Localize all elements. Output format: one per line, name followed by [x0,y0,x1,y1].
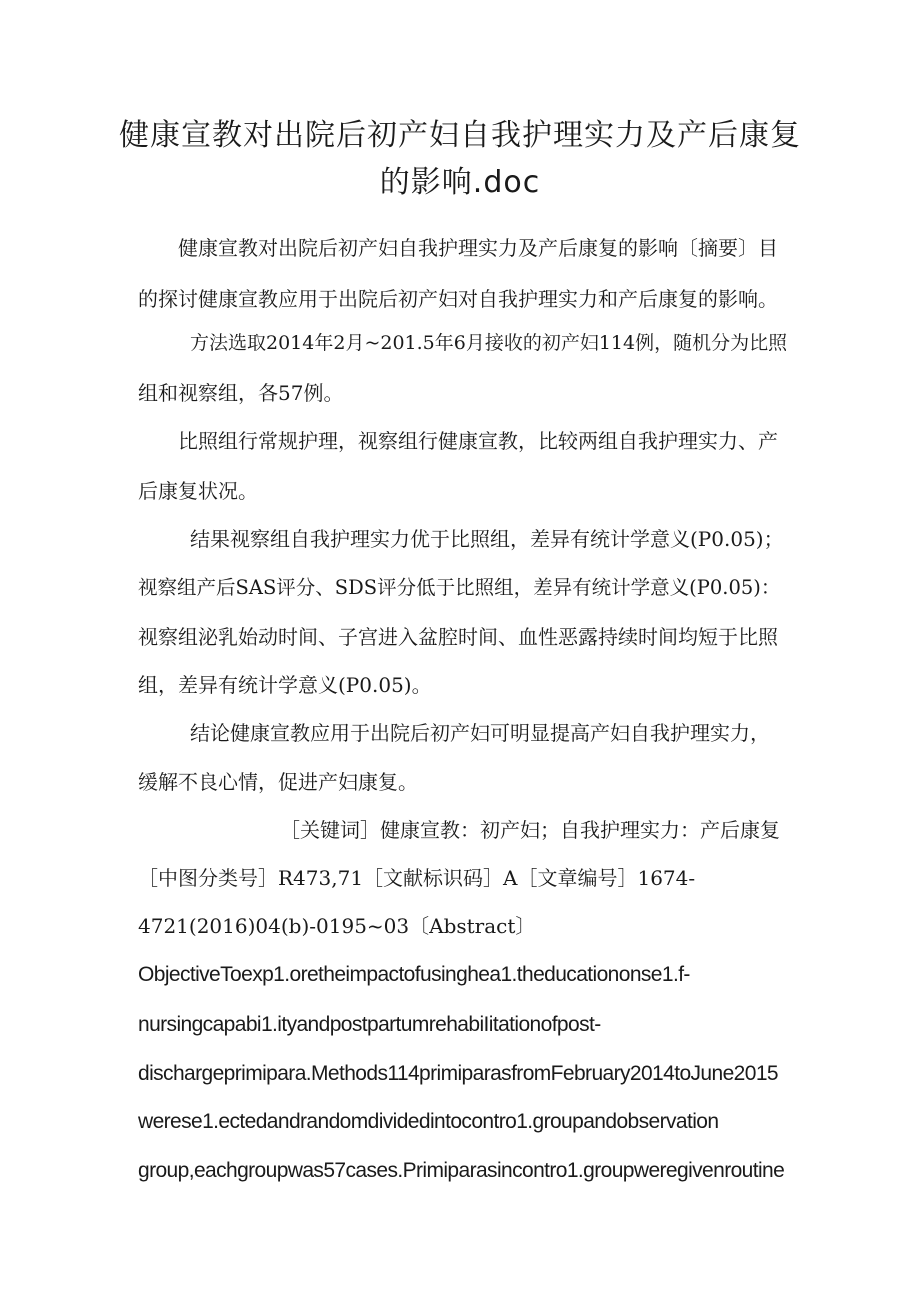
body-line: 后康复状况。 [138,479,258,503]
abstract-line: group,eachgroupwas57cases.Primiparasincontro1.groupweregivenroutine [138,1159,785,1182]
body-line: 比照组行常规护理，视察组行健康宣教，比较两组自我护理实力、产 [178,429,778,453]
document-title-line-1: 健康宣教对出院后初产妇自我护理实力及产后康复 [119,118,801,153]
body-line: 视察组产后SAS评分、SDS评分低于比照组，差异有统计学意义(P0.05)： [138,576,781,599]
body-line: 的探讨健康宣教应用于出院后初产妇对自我护理实力和产后康复的影响。 [138,287,778,311]
classification-line: ［中图分类号］R473,71［文献标识码］A［文章编号］1674- [138,866,696,890]
body-line: 健康宣教对出院后初产妇自我护理实力及产后康复的影响〔摘要〕目 [178,236,778,260]
body-line: 方法选取2014年2月~201.5年6月接收的初产妇114例，随机分为比照 [190,332,788,354]
body-line: 结果视察组自我护理实力优于比照组，差异有统计学意义(P0.05)； [190,527,784,551]
body-line: 结论健康宣教应用于出院后初产妇可明显提高产妇自我护理实力， [190,721,770,745]
keywords-line: ［关键词］健康宣教：初产妇；自我护理实力：产后康复 [280,818,780,842]
abstract-line: werese1.ectedandrandomdividedintocontro1.groupandobservation [138,1110,719,1133]
document-title-line-2: 的影响.doc [379,165,541,200]
body-line: 组和视察组，各57例。 [138,381,344,405]
body-line: 视察组泌乳始动时间、子宫进入盆腔时间、血性恶露持续时间均短于比照 [138,625,778,649]
abstract-line: dischargeprimipara.Methods114primiparasfromFebruary2014toJune2015 [138,1062,778,1085]
abstract-line: nursingcapabi1.ityandpostpartumrehabiIitationofpost- [138,1013,601,1036]
body-line: 组，差异有统计学意义(P0.05)。 [138,673,432,697]
classification-line: 4721(2016)04(b)-0195~03〔Abstract〕 [138,914,536,938]
abstract-line: ObjectiveToexp1.oretheimpactofusinghea1.theducationonse1.f- [138,963,690,986]
body-line: 缓解不良心情，促进产妇康复。 [138,770,418,794]
